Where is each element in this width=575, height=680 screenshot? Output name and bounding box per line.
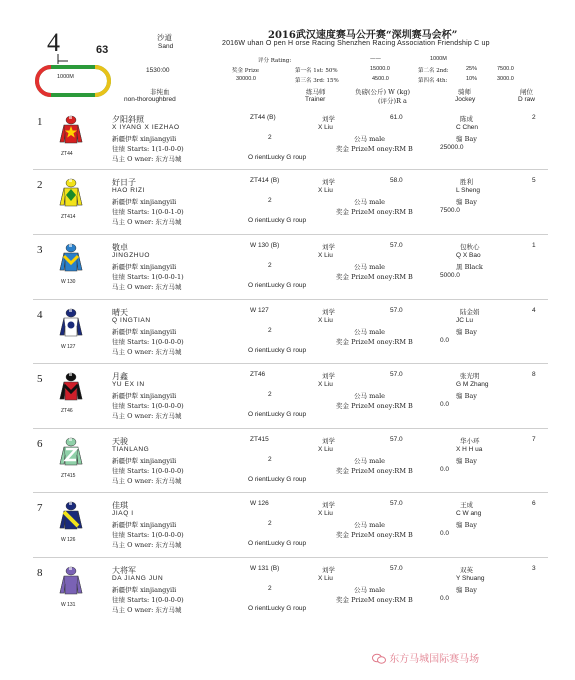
- horse-group: O rientLucky G roup: [248, 347, 307, 354]
- prize-money-label: 奖金 PrizeM oney:RM B: [336, 273, 413, 281]
- horse-brand: ZT44 (B): [250, 114, 276, 121]
- horse-origin: 新疆伊犁 xinjiangyili: [112, 135, 177, 143]
- weight: 57.0: [390, 307, 403, 314]
- trainer-en: X Liu: [318, 317, 333, 324]
- horse-name-en: JIAQ I: [112, 510, 134, 517]
- jockey-en: C Chen: [456, 124, 479, 131]
- breed-cn: 非纯血: [150, 88, 170, 96]
- prize-money: 0.0: [440, 530, 450, 537]
- prize-money-label: 奖金 PrizeM oney:RM B: [336, 467, 413, 475]
- watermark-text: 东方马城国际赛马场: [389, 654, 480, 665]
- prize-money: 7500.0: [440, 207, 460, 214]
- prize-money-label: 奖金 PrizeM oney:RM B: [336, 402, 413, 410]
- horse-starts: 往绩 Starts: 1(0-0-0-0): [112, 467, 184, 475]
- horse-age: 2: [268, 134, 272, 141]
- prize-3rd-label: 第三名 3rd: 15%: [295, 78, 339, 84]
- jockey-silk-icon: [56, 501, 86, 537]
- col-jockey-en: Jockey: [455, 96, 476, 103]
- horse-owner: 马主 O wner: 东方马城: [112, 541, 182, 549]
- jockey-en: JC Lu: [456, 317, 473, 324]
- jockey-silk-icon: [56, 566, 86, 602]
- watermark: [372, 650, 479, 665]
- horse-sex: 公马 male: [354, 586, 386, 594]
- jockey-en: Y Shuang: [456, 575, 485, 582]
- horse-name-cn: 晴天: [112, 308, 128, 317]
- horse-name-cn: 佳琪: [112, 501, 128, 510]
- trainer-en: X Liu: [318, 510, 333, 517]
- horse-name-cn: 月鑫: [112, 372, 128, 381]
- row-separator: [33, 234, 548, 235]
- prize-money-label: 奖金 PrizeM oney:RM B: [336, 531, 413, 539]
- horse-age: 2: [268, 327, 272, 334]
- track-distance-label: 1000M: [57, 74, 74, 80]
- runner-number: 4: [37, 309, 43, 321]
- horse-owner: 马主 O wner: 东方马城: [112, 606, 182, 614]
- row-separator: [33, 169, 548, 170]
- horse-age: 2: [268, 585, 272, 592]
- runner-number: 8: [37, 567, 43, 579]
- runner-number: 2: [37, 179, 43, 191]
- row-separator: [33, 557, 548, 558]
- prize-money: 0.0: [440, 337, 450, 344]
- horse-starts: 往绩 Starts: 1(0-0-0-0): [112, 338, 184, 346]
- row-separator: [33, 299, 548, 300]
- horse-sex: 公马 male: [354, 135, 386, 143]
- horse-name-cn: 大将军: [112, 566, 136, 575]
- draw: 6: [532, 500, 536, 507]
- trainer-en: X Liu: [318, 575, 333, 582]
- jockey-cn: 包秋心: [460, 243, 480, 251]
- race-title: 2016武汉速度赛马公开赛“深圳赛马会杯”: [268, 30, 458, 41]
- horse-group: O rientLucky G roup: [248, 282, 307, 289]
- breed-en: non-thoroughbred: [124, 96, 176, 103]
- horse-brand: ZT414 (B): [250, 177, 280, 184]
- horse-starts: 往绩 Starts: 1(0-0-0-0): [112, 402, 184, 410]
- horse-starts: 往绩 Starts: 1(1-0-0-0): [112, 145, 184, 153]
- horse-owner: 马主 O wner: 东方马城: [112, 477, 182, 485]
- jockey-cn: 胜利: [460, 178, 473, 186]
- horse-sex: 公马 male: [354, 263, 386, 271]
- horse-brand: W 127: [250, 307, 269, 314]
- prize-4th-pct: 10%: [466, 76, 478, 82]
- prize-4th-amount: 3000.0: [497, 76, 514, 82]
- horse-origin: 新疆伊犁 xinjiangyili: [112, 263, 177, 271]
- horse-owner: 马主 O wner: 东方马城: [112, 218, 182, 226]
- horse-group: O rientLucky G roup: [248, 476, 307, 483]
- trainer-en: X Liu: [318, 252, 333, 259]
- horse-starts: 往绩 Starts: 1(0-0-1-0): [112, 208, 184, 216]
- horse-starts: 往绩 Starts: 1(0-0-0-0): [112, 531, 184, 539]
- weight: 57.0: [390, 436, 403, 443]
- jockey-silk-icon: [56, 115, 86, 151]
- horse-origin: 新疆伊犁 xinjiangyili: [112, 521, 177, 529]
- trainer-cn: 刘学: [322, 115, 335, 123]
- jockey-silk-icon: [56, 178, 86, 214]
- prize-money-label: 奖金 PrizeM oney:RM B: [336, 208, 413, 216]
- trainer-cn: 刘学: [322, 243, 335, 251]
- col-weight-cn: 负磅(公斤) W (kg): [355, 88, 411, 96]
- track-far-turn: [95, 67, 109, 95]
- prize-money-label: 奖金 PrizeM oney:RM B: [336, 338, 413, 346]
- jockey-silk-icon: [56, 437, 86, 473]
- trainer-en: X Liu: [318, 124, 333, 131]
- horse-color: 骝 Bay: [456, 457, 477, 465]
- horse-group: O rientLucky G roup: [248, 540, 307, 547]
- silk-code: W 131: [61, 602, 76, 608]
- rating-value: ——: [370, 56, 381, 62]
- weight: 61.0: [390, 114, 403, 121]
- horse-brand: W 126: [250, 500, 269, 507]
- jockey-en: L Sheng: [456, 187, 480, 194]
- trainer-cn: 刘学: [322, 566, 335, 574]
- horse-brand: ZT46: [250, 371, 266, 378]
- jockey-cn: 王成: [460, 501, 473, 509]
- horse-age: 2: [268, 262, 272, 269]
- prize-1st-label: 第一名 1st: 50%: [295, 68, 338, 74]
- prize-money: 0.0: [440, 401, 450, 408]
- track-diagram-icon: [34, 52, 114, 102]
- horse-origin: 新疆伊犁 xinjiangyili: [112, 198, 177, 206]
- row-separator: [33, 492, 548, 493]
- trainer-en: X Liu: [318, 446, 333, 453]
- horse-age: 2: [268, 456, 272, 463]
- weight: 57.0: [390, 565, 403, 572]
- horse-name-en: HAO RIZI: [112, 187, 145, 194]
- prize-label: 奖金 Prize: [232, 68, 259, 74]
- jockey-cn: 双英: [460, 566, 473, 574]
- race-number: 4: [47, 28, 60, 57]
- race-time: 1530:00: [146, 67, 170, 74]
- draw: 4: [532, 307, 536, 314]
- draw: 1: [532, 242, 536, 249]
- horse-group: O rientLucky G roup: [248, 154, 307, 161]
- horse-name-en: Q INGTIAN: [112, 317, 151, 324]
- silk-code: ZT415: [61, 473, 76, 479]
- horse-color: 骝 Bay: [456, 392, 477, 400]
- horse-color: 骝 Bay: [456, 328, 477, 336]
- jockey-cn: 陈成: [460, 115, 473, 123]
- weight: 58.0: [390, 177, 403, 184]
- col-draw-cn: 闸位: [520, 88, 533, 96]
- silk-code: ZT46: [61, 408, 73, 414]
- prize-2nd-label: 第二名 2nd:: [418, 68, 449, 74]
- horse-sex: 公马 male: [354, 457, 386, 465]
- trainer-en: X Liu: [318, 187, 333, 194]
- surface-en: Sand: [158, 43, 174, 50]
- horse-name-cn: 好日子: [112, 178, 136, 187]
- prize-money: 0.0: [440, 595, 450, 602]
- prize-2nd-pct: 25%: [466, 66, 478, 72]
- draw: 5: [532, 177, 536, 184]
- prize-money-label: 奖金 PrizeM oney:RM B: [336, 596, 413, 604]
- horse-group: O rientLucky G roup: [248, 411, 307, 418]
- horse-color: 骝 Bay: [456, 135, 477, 143]
- silk-code: W 126: [61, 537, 76, 543]
- weight: 57.0: [390, 242, 403, 249]
- trainer-cn: 刘学: [322, 308, 335, 316]
- col-trainer-en: Trainer: [305, 96, 326, 103]
- horse-color: 骝 Bay: [456, 586, 477, 594]
- horse-starts: 往绩 Starts: 1(0-0-0-1): [112, 273, 184, 281]
- jockey-silk-icon: [56, 308, 86, 344]
- horse-owner: 马主 O wner: 东方马城: [112, 155, 182, 163]
- runner-number: 7: [37, 502, 43, 514]
- runner-number: 6: [37, 438, 43, 450]
- prize-4th-label: 第四名 4th:: [418, 78, 448, 84]
- track-oval: [37, 67, 109, 95]
- draw: 2: [532, 114, 536, 121]
- weight: 57.0: [390, 500, 403, 507]
- horse-name-en: TIANLANG: [112, 446, 150, 453]
- horse-owner: 马主 O wner: 东方马城: [112, 412, 182, 420]
- race-subtitle: 2016W uhan O pen H orse Racing Shenzhen Racing Association Friendship C up: [222, 40, 490, 47]
- trainer-cn: 刘学: [322, 437, 335, 445]
- jockey-en: C W ang: [456, 510, 482, 517]
- jockey-silk-icon: [56, 243, 86, 279]
- rating-label: 评分 Rating:: [258, 58, 292, 64]
- horse-name-cn: 夕阳斜照: [112, 115, 144, 124]
- horse-origin: 新疆伊犁 xinjiangyili: [112, 328, 177, 336]
- jockey-cn: 华小环: [460, 437, 480, 445]
- jockey-cn: 陆金娟: [460, 308, 480, 316]
- distance: 1000M: [430, 56, 447, 62]
- horse-owner: 马主 O wner: 东方马城: [112, 283, 182, 291]
- jockey-en: G M Zhang: [456, 381, 489, 388]
- horse-group: O rientLucky G roup: [248, 217, 307, 224]
- horse-age: 2: [268, 197, 272, 204]
- jockey-silk-icon: [56, 372, 86, 408]
- jockey-cn: 张光明: [460, 372, 480, 380]
- draw: 7: [532, 436, 536, 443]
- wechat-icon: [372, 653, 386, 664]
- col-weight-en: (评分)R a: [378, 97, 407, 105]
- horse-color: 黑 Black: [456, 263, 483, 271]
- horse-brand: W 130 (B): [250, 242, 280, 249]
- horse-origin: 新疆伊犁 xinjiangyili: [112, 392, 177, 400]
- trainer-cn: 刘学: [322, 501, 335, 509]
- prize-money: 5000.0: [440, 272, 460, 279]
- horse-sex: 公马 male: [354, 392, 386, 400]
- horse-color: 骝 Bay: [456, 198, 477, 206]
- silk-code: ZT414: [61, 214, 76, 220]
- trainer-cn: 刘学: [322, 372, 335, 380]
- runner-number: 3: [37, 244, 43, 256]
- row-separator: [33, 428, 548, 429]
- horse-sex: 公马 male: [354, 521, 386, 529]
- jockey-en: X H H ua: [456, 446, 483, 453]
- horse-color: 骝 Bay: [456, 521, 477, 529]
- horse-owner: 马主 O wner: 东方马城: [112, 348, 182, 356]
- horse-name-cn: 敬卓: [112, 243, 128, 252]
- horse-name-cn: 天骏: [112, 437, 128, 446]
- draw: 8: [532, 371, 536, 378]
- trainer-en: X Liu: [318, 381, 333, 388]
- trainer-cn: 刘学: [322, 178, 335, 186]
- jockey-en: Q X Bao: [456, 252, 481, 259]
- horse-name-en: DA JIANG JUN: [112, 575, 164, 582]
- prize-money: 0.0: [440, 466, 450, 473]
- col-draw-en: D raw: [518, 96, 535, 103]
- horse-name-en: JINGZHUO: [112, 252, 151, 259]
- horse-group: O rientLucky G roup: [248, 605, 307, 612]
- race-rating: 63: [96, 44, 109, 56]
- row-separator: [33, 363, 548, 364]
- weight: 57.0: [390, 371, 403, 378]
- horse-sex: 公马 male: [354, 198, 386, 206]
- col-trainer-cn: 练马师: [306, 88, 326, 96]
- horse-sex: 公马 male: [354, 328, 386, 336]
- runner-number: 1: [37, 116, 43, 128]
- prize-money: 25000.0: [440, 144, 464, 151]
- horse-name-en: YU EX IN: [112, 381, 145, 388]
- horse-brand: ZT415: [250, 436, 269, 443]
- horse-age: 2: [268, 391, 272, 398]
- silk-code: ZT44: [61, 151, 73, 157]
- col-jockey-cn: 骑师: [458, 88, 471, 96]
- prize-2nd-amount: 7500.0: [497, 66, 514, 72]
- horse-origin: 新疆伊犁 xinjiangyili: [112, 457, 177, 465]
- silk-code: W 130: [61, 279, 76, 285]
- horse-name-en: X IYANG X IEZHAO: [112, 124, 180, 131]
- horse-age: 2: [268, 520, 272, 527]
- silk-code: W 127: [61, 344, 76, 350]
- horse-starts: 往绩 Starts: 1(0-0-0-0): [112, 596, 184, 604]
- track-home-straight: [37, 67, 51, 95]
- horse-origin: 新疆伊犁 xinjiangyili: [112, 586, 177, 594]
- prize-money-label: 奖金 PrizeM oney:RM B: [336, 145, 413, 153]
- prize-1st-amount: 15000.0: [370, 66, 390, 72]
- draw: 3: [532, 565, 536, 572]
- runner-number: 5: [37, 373, 43, 385]
- surface-cn: 沙道: [157, 33, 172, 42]
- prize-total: 30000.0: [236, 76, 256, 82]
- horse-brand: W 131 (B): [250, 565, 280, 572]
- prize-3rd-amount: 4500.0: [372, 76, 389, 82]
